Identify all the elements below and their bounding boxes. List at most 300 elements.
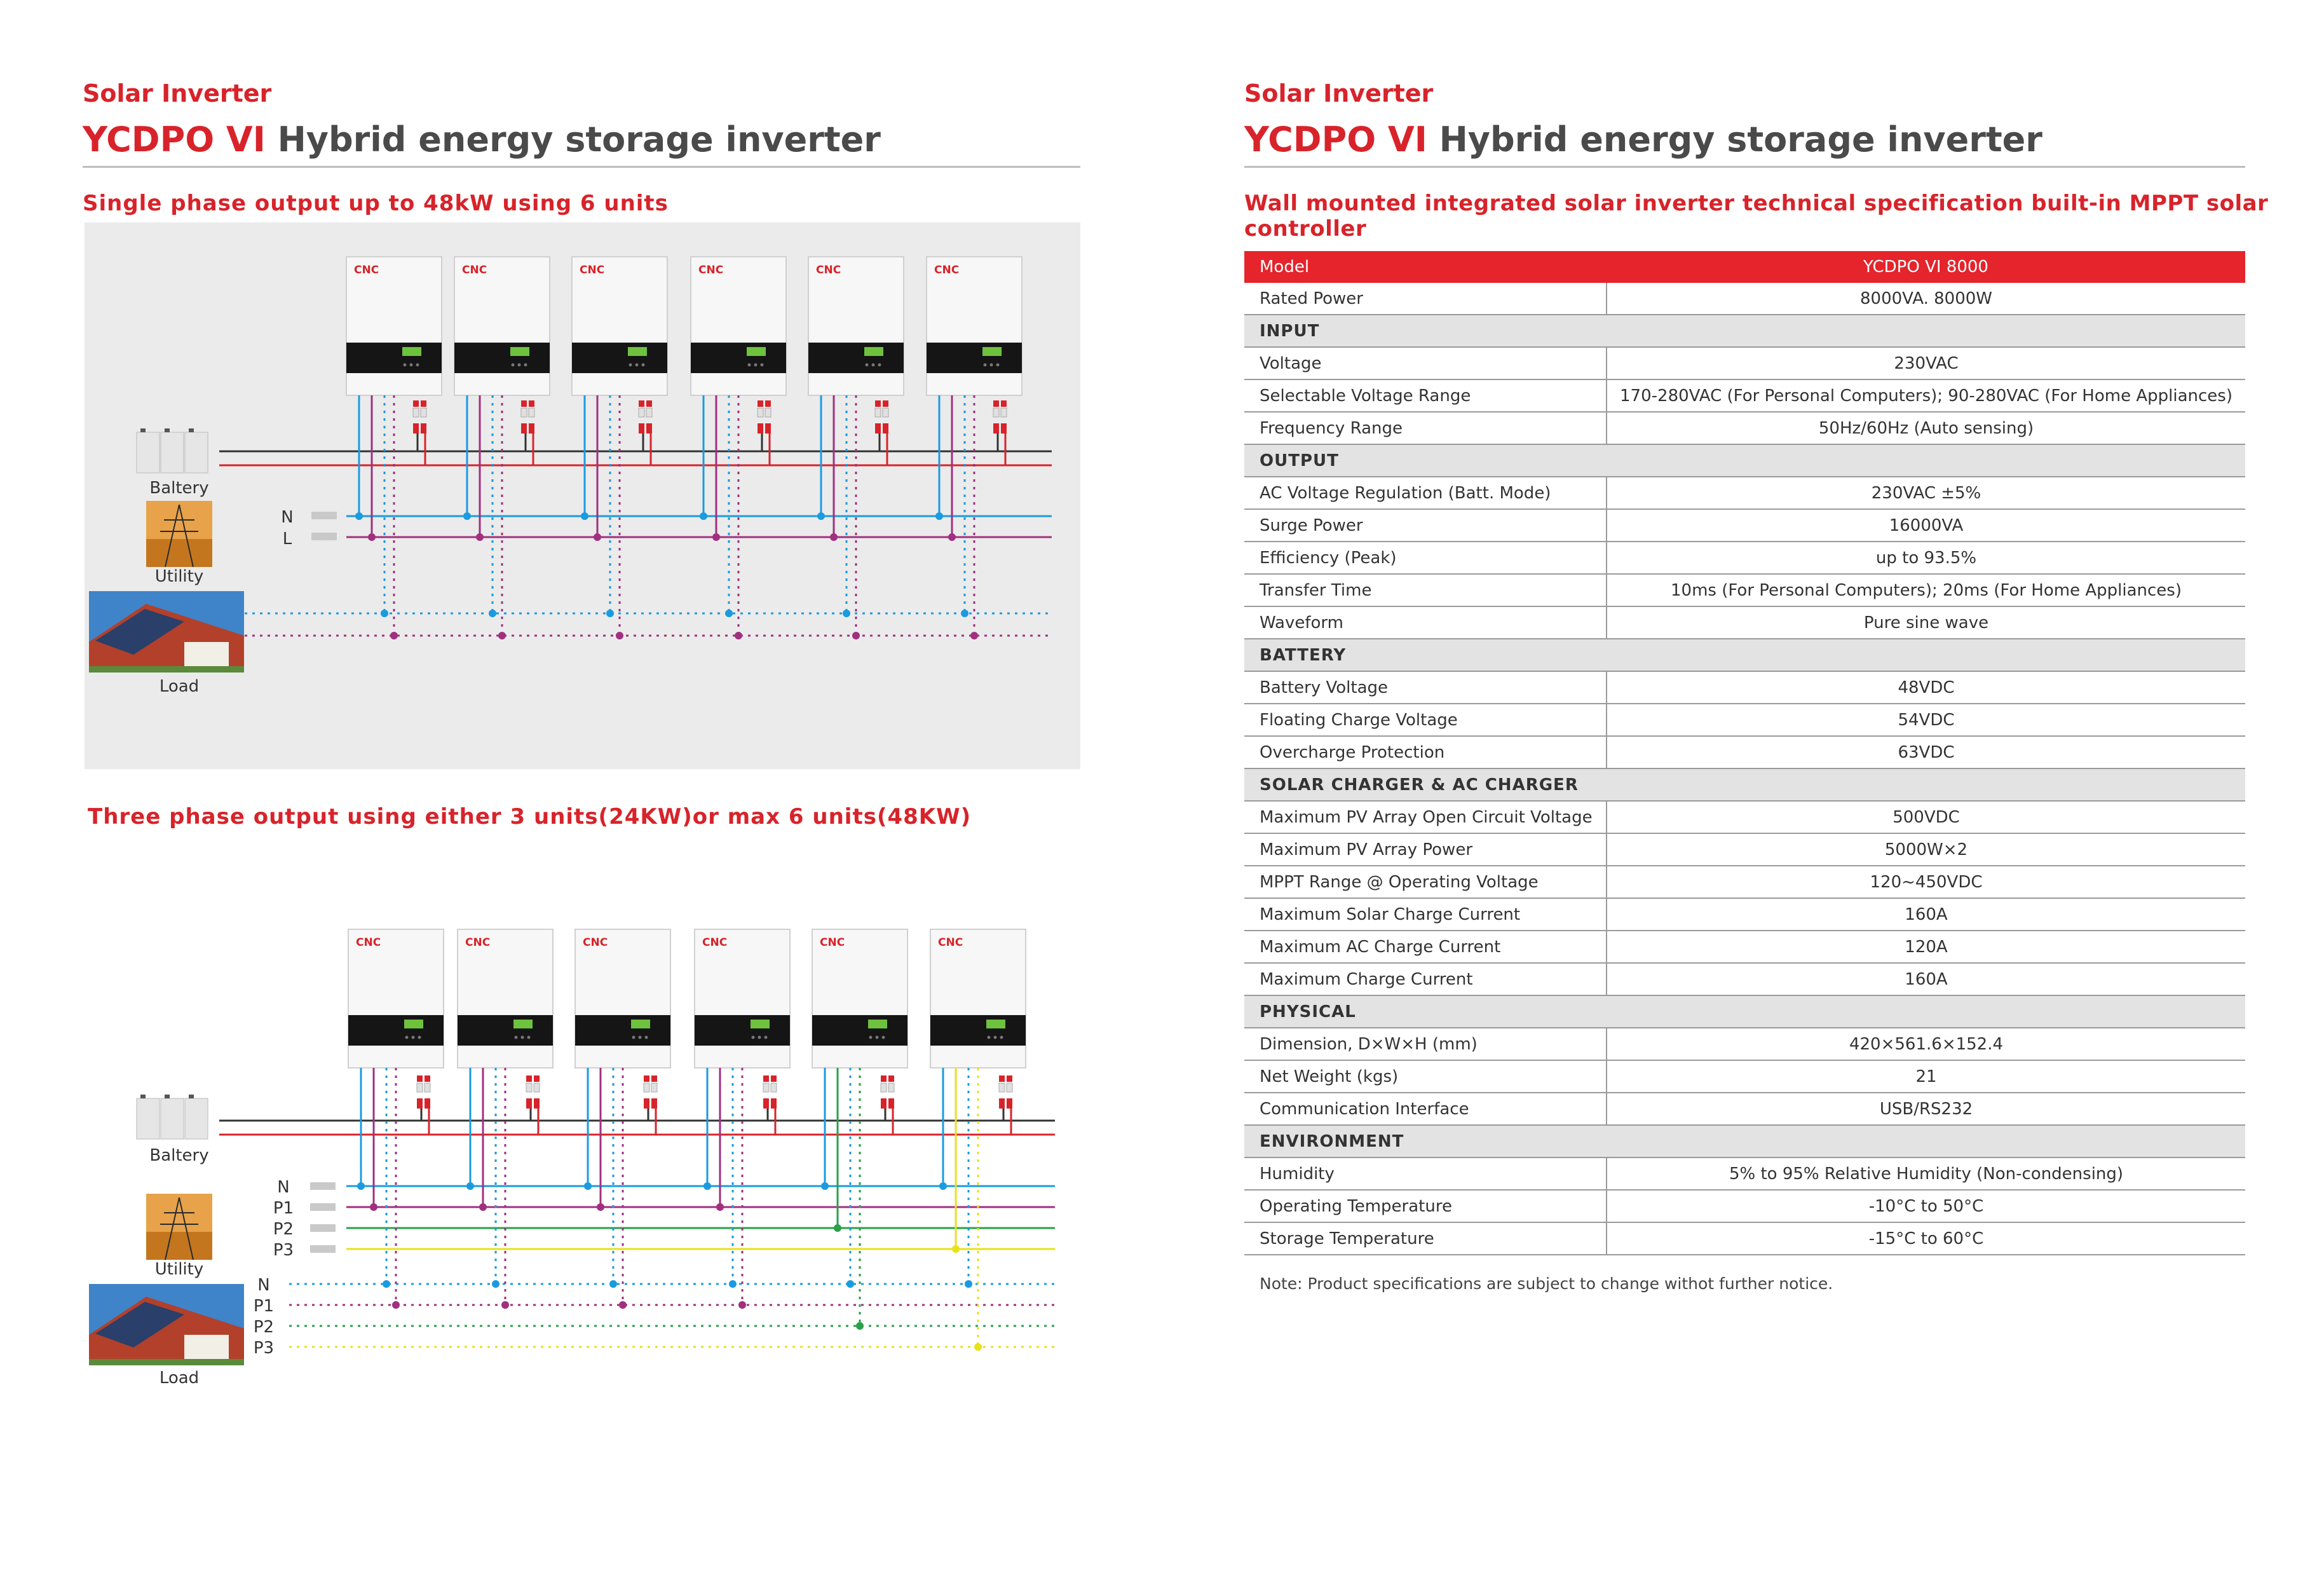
breaker-switch — [534, 1075, 540, 1082]
spec-row — [1244, 1028, 2245, 1060]
breaker-label — [883, 408, 888, 417]
junction-dot — [370, 1203, 377, 1211]
left-kicker: Solar Inverter — [83, 79, 272, 107]
junction-dot — [466, 1182, 474, 1190]
breaker-switch — [644, 1075, 649, 1082]
breaker-label — [526, 1083, 532, 1092]
inverter-control-panel — [348, 1015, 444, 1046]
breaker-switch — [763, 1075, 769, 1082]
spec-row — [1244, 1190, 2245, 1222]
spec-group-row — [1244, 315, 2245, 347]
spec-row-value: 54VDC — [1607, 704, 2245, 736]
inverter-control-panel — [572, 343, 667, 373]
inverter-button-dot — [635, 364, 639, 367]
utility-bus-label: N — [277, 1178, 290, 1197]
breaker-body — [999, 1098, 1005, 1109]
spec-row-label: Communication Interface — [1244, 1093, 1607, 1125]
utility-label: Utility — [154, 567, 204, 586]
breaker-switch — [771, 1075, 777, 1082]
inverter-lcd-screen — [864, 347, 883, 356]
left-title-brand: YCDPO VI — [83, 119, 266, 160]
junction-dot — [489, 610, 496, 617]
breaker-switch — [999, 1075, 1005, 1082]
inverter-button-dot — [984, 364, 987, 367]
inverter-button-dot — [404, 364, 407, 367]
spec-row-label: Maximum AC Charge Current — [1244, 931, 1607, 963]
inverter-unit — [458, 929, 553, 1068]
inverter-unit — [695, 929, 790, 1068]
spec-group-row-value — [1607, 315, 2245, 347]
inverter-button-dot — [521, 1036, 524, 1039]
inverter-brand-logo: CNC — [816, 264, 841, 276]
spec-row-value: 120~450VDC — [1607, 866, 2245, 898]
spec-row — [1244, 704, 2245, 736]
junction-dot — [581, 512, 588, 520]
junction-dot — [381, 610, 388, 617]
inverter-button-dot — [990, 364, 993, 367]
battery-terminal — [165, 428, 170, 432]
spec-row-value: 50Hz/60Hz (Auto sensing) — [1607, 412, 2245, 444]
spec-group-row-label: SOLAR CHARGER & AC CHARGER — [1244, 768, 1607, 801]
breaker-body — [417, 1098, 423, 1109]
spec-group-row — [1244, 1125, 2245, 1157]
breaker-label — [1001, 408, 1007, 417]
spec-row-label: Maximum Charge Current — [1244, 963, 1607, 995]
load-bus-label: P1 — [253, 1297, 275, 1316]
battery-terminal — [140, 428, 146, 432]
right-page — [1162, 0, 2324, 1577]
inverter-brand-logo: CNC — [702, 936, 728, 949]
spec-row-value: 8000VA. 8000W — [1607, 283, 2245, 315]
spec-group-row-label: PHYSICAL — [1244, 995, 1607, 1028]
breaker-body — [413, 423, 419, 434]
junction-dot — [729, 1280, 737, 1288]
battery-terminal — [165, 1095, 170, 1098]
breaker-switch — [875, 400, 881, 407]
spec-row-value: 500VDC — [1607, 801, 2245, 833]
breaker-switch — [765, 400, 771, 407]
inverter-lcd-screen — [982, 347, 1002, 356]
inverter-lcd-screen — [402, 347, 421, 356]
inverter-lcd-screen — [631, 1020, 650, 1028]
inverter-lcd-screen — [513, 1020, 533, 1028]
inverter-unit — [348, 929, 444, 1068]
junction-dot — [619, 1301, 627, 1309]
inverter-lcd-screen — [868, 1020, 887, 1028]
breaker-body — [526, 1098, 532, 1109]
inverter-unit — [812, 929, 907, 1068]
spec-row-label: Net Weight (kgs) — [1244, 1060, 1607, 1093]
breaker-body — [646, 423, 652, 434]
breaker-body — [771, 1098, 777, 1109]
inverter-button-dot — [754, 364, 758, 367]
breaker-switch — [758, 400, 763, 407]
inverter-brand-logo: CNC — [698, 264, 724, 276]
spec-row — [1244, 1157, 2245, 1190]
utility-breaker-n — [311, 512, 337, 519]
single-phase-diagram — [0, 0, 1162, 788]
inverter-button-dot — [645, 1036, 648, 1039]
spec-group-row-value — [1607, 639, 2245, 671]
spec-row — [1244, 477, 2245, 509]
breaker-switch — [1001, 400, 1007, 407]
inverter-lcd-screen — [986, 1020, 1005, 1028]
inverter-button-dot — [764, 1036, 768, 1039]
spec-group-row-value — [1607, 444, 2245, 477]
utility-bus-label: P2 — [273, 1220, 294, 1239]
breaker-body — [888, 1098, 894, 1109]
breaker-body — [875, 423, 881, 434]
breaker-body — [1007, 1098, 1012, 1109]
breaker-label — [763, 1083, 769, 1092]
breaker-switch — [1007, 1075, 1012, 1082]
spec-group-row — [1244, 995, 2245, 1028]
inverter-control-panel — [808, 343, 904, 373]
junction-dot — [856, 1322, 864, 1330]
breaker-label — [999, 1083, 1005, 1092]
spec-row-label: Frequency Range — [1244, 412, 1607, 444]
junction-dot — [492, 1280, 499, 1288]
breaker-label — [888, 1083, 894, 1092]
breaker-label — [425, 1083, 430, 1092]
spec-row — [1244, 866, 2245, 898]
breaker-switch — [881, 1075, 887, 1082]
spec-row-value: 5000W×2 — [1607, 833, 2245, 866]
utility-breaker — [310, 1203, 336, 1211]
spec-header-row — [1244, 251, 2245, 283]
spec-row — [1244, 963, 2245, 995]
breaker-label — [413, 408, 419, 417]
battery-terminal — [140, 1095, 146, 1098]
spec-row-label: Operating Temperature — [1244, 1190, 1607, 1222]
spec-row-label: Humidity — [1244, 1157, 1607, 1190]
spec-row-label: Overcharge Protection — [1244, 736, 1607, 768]
section1-title: Single phase output up to 48kW using 6 units — [83, 191, 669, 216]
inverter-unit — [808, 257, 904, 395]
spec-row-value: -15°C to 60°C — [1607, 1222, 2245, 1255]
breaker-body — [763, 1098, 769, 1109]
utility-bus-label: P3 — [273, 1241, 294, 1260]
inverter-button-dot — [876, 1036, 879, 1039]
breaker-body — [425, 1098, 430, 1109]
spec-group-row — [1244, 768, 2245, 801]
spec-group-row-value — [1607, 1125, 2245, 1157]
inverter-button-dot — [748, 364, 751, 367]
inverter-button-dot — [527, 1036, 531, 1039]
inverter-button-dot — [412, 1036, 415, 1039]
utility-horizon — [146, 539, 212, 567]
spec-header-row-label: Model — [1244, 251, 1607, 283]
right-title — [1244, 119, 2042, 160]
breaker-body — [1001, 423, 1007, 434]
breaker-label — [651, 1083, 657, 1092]
inverter-unit — [930, 929, 1026, 1068]
inverter-unit — [346, 257, 442, 395]
junction-dot — [606, 610, 614, 617]
junction-dot — [716, 1203, 724, 1211]
inverter-lcd-screen — [628, 347, 647, 356]
breaker-label — [1007, 1083, 1012, 1092]
junction-dot — [952, 1245, 960, 1253]
spec-row — [1244, 606, 2245, 639]
utility-label: Utility — [154, 1260, 204, 1279]
battery-terminal — [189, 428, 194, 432]
junction-dot — [479, 1203, 487, 1211]
load-bus-label: P3 — [253, 1339, 275, 1358]
load-label: Load — [159, 677, 200, 696]
spec-row — [1244, 509, 2245, 542]
inverter-lcd-screen — [510, 347, 529, 356]
junction-dot — [392, 1301, 400, 1309]
utility-bus-label: P1 — [273, 1199, 294, 1218]
load-ground — [89, 1359, 244, 1365]
junction-dot — [700, 512, 707, 520]
breaker-body — [521, 423, 527, 434]
breaker-switch — [521, 400, 527, 407]
junction-dot — [463, 512, 471, 520]
spec-row — [1244, 671, 2245, 704]
spec-row — [1244, 412, 2245, 444]
junction-dot — [970, 632, 978, 639]
battery-cell — [185, 1098, 208, 1139]
spec-row — [1244, 833, 2245, 866]
inverter-brand-logo: CNC — [934, 264, 960, 276]
inverter-control-panel — [812, 1015, 907, 1046]
spec-row-label: Storage Temperature — [1244, 1222, 1607, 1255]
junction-dot — [852, 632, 860, 639]
right-title-brand: YCDPO VI — [1244, 119, 1427, 160]
breaker-label — [993, 408, 999, 417]
breaker-switch — [646, 400, 652, 407]
breaker-switch — [417, 1075, 423, 1082]
breaker-body — [881, 1098, 887, 1109]
spec-row-value: 10ms (For Personal Computers); 20ms (For Home Appliances) — [1607, 574, 2245, 606]
right-kicker: Solar Inverter — [1244, 79, 1434, 107]
spec-row-label: MPPT Range @ Operating Voltage — [1244, 866, 1607, 898]
inverter-control-panel — [454, 343, 550, 373]
junction-dot — [834, 1224, 841, 1232]
junction-dot — [738, 1301, 746, 1309]
inverter-button-dot — [639, 1036, 642, 1039]
left-title-rest: Hybrid energy storage inverter — [265, 119, 881, 160]
spec-table — [1244, 251, 2245, 1255]
spec-row-value: 48VDC — [1607, 671, 2245, 704]
inverter-control-panel — [346, 343, 442, 373]
breaker-body — [639, 423, 644, 434]
breaker-switch — [883, 400, 888, 407]
breaker-label — [758, 408, 763, 417]
spec-table-wrap — [1244, 251, 2245, 1255]
inverter-brand-logo: CNC — [820, 936, 845, 949]
junction-dot — [961, 610, 968, 617]
utility-breaker — [310, 1224, 336, 1232]
inverter-unit — [575, 929, 670, 1068]
breaker-label — [534, 1083, 540, 1092]
junction-dot — [735, 632, 742, 639]
load-bus-label: P2 — [253, 1318, 275, 1337]
breaker-switch — [421, 400, 426, 407]
spec-section-title-line1: Wall mounted integrated solar inverter technical specification built-in MPPT solar — [1244, 191, 2269, 216]
breaker-body — [534, 1098, 540, 1109]
battery-terminal — [189, 1095, 194, 1098]
battery-cell — [161, 432, 184, 473]
battery-label: Baltery — [149, 1146, 209, 1165]
spec-row-value: up to 93.5% — [1607, 542, 2245, 574]
breaker-body — [765, 423, 771, 434]
inverter-button-dot — [418, 1036, 421, 1039]
spec-row — [1244, 1093, 2245, 1125]
junction-dot — [498, 632, 506, 639]
spec-note: Note: Product specifications are subject to change withot further notice. — [1260, 1274, 1833, 1293]
section2-title: Three phase output using either 3 units(24KW)or max 6 units(48KW) — [88, 804, 972, 829]
spec-row-value: 160A — [1607, 898, 2245, 931]
utility-breaker — [310, 1245, 336, 1253]
junction-dot — [357, 1182, 365, 1190]
inverter-control-panel — [691, 343, 786, 373]
inverter-control-panel — [575, 1015, 670, 1046]
inverter-control-panel — [458, 1015, 553, 1046]
bus-label-l: L — [282, 529, 292, 549]
inverter-button-dot — [515, 1036, 518, 1039]
inverter-button-dot — [752, 1036, 755, 1039]
junction-dot — [965, 1280, 972, 1288]
breaker-body — [993, 423, 999, 434]
junction-dot — [597, 1203, 604, 1211]
spec-group-row-label: ENVIRONMENT — [1244, 1125, 1607, 1157]
junction-dot — [390, 632, 398, 639]
breaker-switch — [529, 400, 534, 407]
breaker-body — [758, 423, 763, 434]
spec-row-value: 16000VA — [1607, 509, 2245, 542]
inverter-lcd-screen — [747, 347, 766, 356]
breaker-label — [421, 408, 426, 417]
spec-group-row-value — [1607, 768, 2245, 801]
inverter-button-dot — [410, 364, 413, 367]
spec-row — [1244, 574, 2245, 606]
spec-group-row — [1244, 639, 2245, 671]
spec-row-label: Maximum Solar Charge Current — [1244, 898, 1607, 931]
junction-dot — [830, 533, 838, 541]
spec-row — [1244, 347, 2245, 379]
inverter-control-panel — [927, 343, 1022, 373]
junction-dot — [948, 533, 956, 541]
inverter-brand-logo: CNC — [583, 936, 608, 949]
spec-row-label: Voltage — [1244, 347, 1607, 379]
inverter-button-dot — [878, 364, 881, 367]
inverter-button-dot — [988, 1036, 991, 1039]
junction-dot — [476, 533, 484, 541]
inverter-unit — [691, 257, 786, 395]
breaker-body — [529, 423, 534, 434]
spec-row-value: 160A — [1607, 963, 2245, 995]
junction-dot — [368, 533, 376, 541]
spec-group-row — [1244, 444, 2245, 477]
spec-row-value: 230VAC ±5% — [1607, 477, 2245, 509]
spec-row-label: Dimension, D×W×H (mm) — [1244, 1028, 1607, 1060]
breaker-switch — [888, 1075, 894, 1082]
spec-row — [1244, 736, 2245, 768]
inverter-button-dot — [996, 364, 1000, 367]
spec-row — [1244, 898, 2245, 931]
inverter-button-dot — [642, 364, 645, 367]
inverter-button-dot — [518, 364, 521, 367]
junction-dot — [843, 610, 850, 617]
inverter-button-dot — [866, 364, 869, 367]
spec-section-title-line2: controller — [1244, 216, 1367, 242]
junction-dot — [584, 1182, 592, 1190]
breaker-label — [765, 408, 771, 417]
inverter-brand-logo: CNC — [462, 264, 487, 276]
breaker-switch — [526, 1075, 532, 1082]
breaker-label — [646, 408, 652, 417]
spec-row-value: -10°C to 50°C — [1607, 1190, 2245, 1222]
battery-cell — [137, 432, 160, 473]
spec-row-label: Maximum PV Array Open Circuit Voltage — [1244, 801, 1607, 833]
breaker-label — [521, 408, 527, 417]
spec-group-row-label: OUTPUT — [1244, 444, 1607, 477]
junction-dot — [616, 632, 623, 639]
load-ground — [89, 666, 244, 672]
spec-row — [1244, 542, 2245, 574]
inverter-button-dot — [882, 1036, 885, 1039]
junction-dot — [821, 1182, 829, 1190]
junction-dot — [594, 533, 601, 541]
spec-row-value: 420×561.6×152.4 — [1607, 1028, 2245, 1060]
spec-row-label: Transfer Time — [1244, 574, 1607, 606]
inverter-control-panel — [930, 1015, 1026, 1046]
breaker-label — [529, 408, 534, 417]
bus-label-n: N — [281, 508, 294, 527]
breaker-switch — [413, 400, 419, 407]
inverter-lcd-screen — [751, 1020, 770, 1028]
inverter-button-dot — [512, 364, 515, 367]
inverter-unit — [572, 257, 667, 395]
breaker-body — [651, 1098, 657, 1109]
inverter-button-dot — [872, 364, 875, 367]
breaker-switch — [639, 400, 644, 407]
spec-row-value: 21 — [1607, 1060, 2245, 1093]
inverter-button-dot — [1000, 1036, 1003, 1039]
inverter-brand-logo: CNC — [580, 264, 605, 276]
inverter-button-dot — [761, 364, 764, 367]
spec-row-label: Efficiency (Peak) — [1244, 542, 1607, 574]
inverter-brand-logo: CNC — [356, 936, 381, 949]
inverter-brand-logo: CNC — [938, 936, 963, 949]
inverter-button-dot — [416, 364, 419, 367]
spec-row — [1244, 1060, 2245, 1093]
spec-row — [1244, 283, 2245, 315]
spec-group-row-label: BATTERY — [1244, 639, 1607, 671]
breaker-body — [421, 423, 426, 434]
spec-row-value: 120A — [1607, 931, 2245, 963]
spec-row-value: Pure sine wave — [1607, 606, 2245, 639]
junction-dot — [383, 1280, 390, 1288]
spec-row-label: Battery Voltage — [1244, 671, 1607, 704]
battery-cell — [185, 432, 208, 473]
spec-group-row-label: INPUT — [1244, 315, 1607, 347]
utility-horizon — [146, 1232, 212, 1260]
inverter-brand-logo: CNC — [354, 264, 379, 276]
spec-row-value: 230VAC — [1607, 347, 2245, 379]
spec-group-row-value — [1607, 995, 2245, 1028]
spec-row-label: Floating Charge Voltage — [1244, 704, 1607, 736]
spec-section-title — [1244, 191, 2268, 242]
inverter-button-dot — [524, 364, 527, 367]
spec-header-row-value: YCDPO VI 8000 — [1607, 251, 2245, 283]
right-title-rest: Hybrid energy storage inverter — [1427, 119, 2042, 160]
breaker-label — [417, 1083, 423, 1092]
inverter-button-dot — [869, 1036, 873, 1039]
